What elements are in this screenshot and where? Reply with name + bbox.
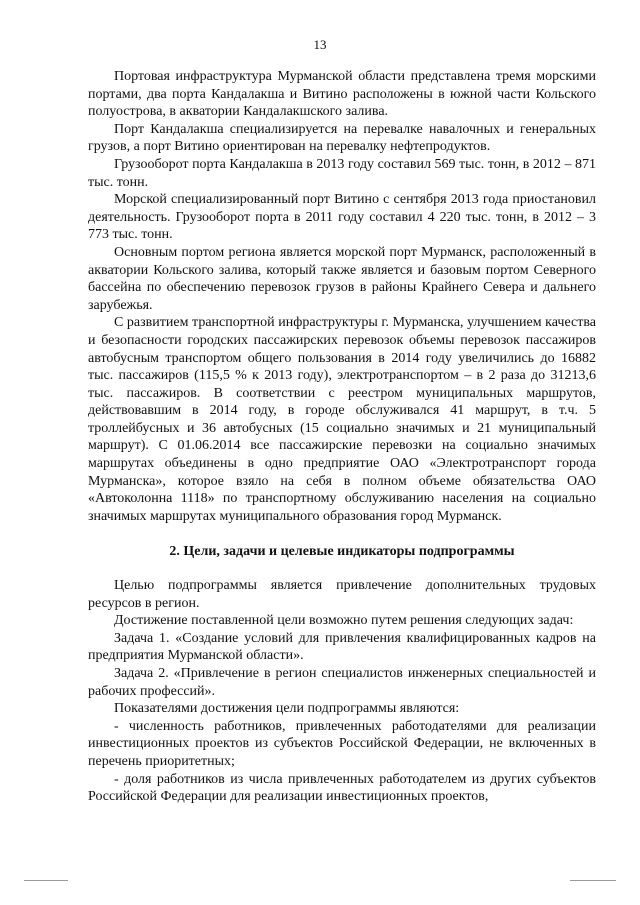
paragraph-kandalaksha-turnover: Грузооборот порта Кандалакша в 2013 году составил 569 тыс. тонн, в 2012 – 871 тыс. тонн. [88,156,596,190]
paragraph-passenger-transport: С развитием транспортной инфраструктуры г. Мурманска, улучшением качества и безопасности городских пассажирских перевозок объемы перевозок пассажиров автобусным транспортом общего пользования в 2014 году увеличились до 16882 тыс. пассажиров (115,5 % к 2013 году), электротранспортом – в 2 раза до 31213,6 тыс. пассажиров. В соответствии с реестром муниципальных маршрутов, действовавшим в 2014 году, в городе обслуживался 41 маршрут, в т.ч. 5 троллейбусных и 36 автобусных (15 социально значимых и 21 муниципальный маршрут). С 01.06.2014 все пассажирские перевозки на социально значимых маршрутах объединены в одно предприятие ОАО «Электротранспорт города Мурманска», которое взяло на себя в полном объеме обязательства ОАО «Автоколонна 1118» по транспортному обслуживанию населения на социально значимых маршрутах муниципального образования город Мурманск. [88,315,596,524]
paragraph-vitino-port: Морской специализированный порт Витино с сентября 2013 года приостановил деятельность. Грузооборот порта в 2011 году составил 4 220 тыс. тонн, в 2012 – 3 773 тыс. тонн. [88,192,596,243]
paragraph-murmansk-port: Основным портом региона является морской порт Мурманск, расположенный в акватории Кольского залива, который также является и базовым портом Северного бассейна по обеспечению перевозок грузов в районы Крайнего Севера и дальнего зарубежья. [88,244,596,313]
paragraph-goal-achievement: Достижение поставленной цели возможно путем решения следующих задач: [114,613,574,629]
document-body [88,68,596,806]
paragraph-indicators-intro: Показателями достижения цели подпрограммы являются: [114,701,460,717]
page-number: 13 [313,37,327,52]
list-item-indicator-1: - численность работников, привлеченных работодателями для реализации инвестиционных проектов из субъектов Российской Федерации, не включенных в перечень приоритетных; [88,718,596,769]
section-heading: 2. Цели, задачи и целевые индикаторы подпрограммы [169,544,515,560]
list-item-indicator-2: - доля работников из числа привлеченных работодателем из других субъектов Российской Федерации для реализации инвестиционных проектов, [88,771,596,805]
paragraph-port-specialization: Порт Кандалакша специализируется на перевалке навалочных и генеральных грузов, а порт Витино ориентирован на перевалку нефтепродуктов. [88,121,596,155]
paragraph-task-1: Задача 1. «Создание условий для привлечения квалифицированных кадров на предприятия Мурманской области». [88,630,596,664]
paragraph-ports-overview: Портовая инфраструктура Мурманской области представлена тремя морскими портами, два порта Кандалакша и Витино расположены в южной части Кольского полуострова, в акватории Кандалакшского залива. [88,69,596,120]
footer-line-right [570,880,616,881]
footer-line-left [24,880,68,881]
paragraph-subprogram-goal: Целью подпрограммы является привлечение дополнительных трудовых ресурсов в регион. [88,578,596,611]
paragraph-task-2: Задача 2. «Привлечение в регион специалистов инженерных специальностей и рабочих профессий». [88,666,596,699]
